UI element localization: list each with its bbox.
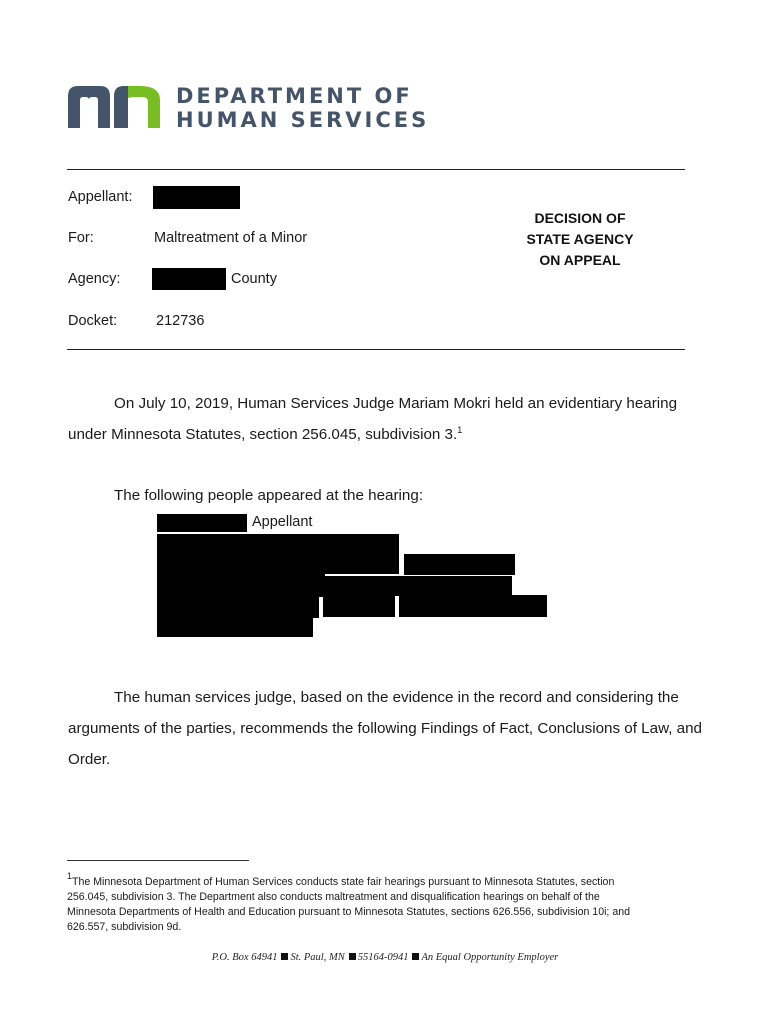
department-line-2: HUMAN SERVICES bbox=[176, 108, 430, 132]
recommendation-line-3: Order. bbox=[68, 751, 111, 768]
redaction-block-3 bbox=[404, 554, 515, 575]
footnote bbox=[67, 869, 707, 935]
decision-title bbox=[505, 208, 655, 271]
top-divider bbox=[67, 169, 685, 170]
decision-line-1: DECISION OF bbox=[534, 210, 626, 226]
square-bullet-icon bbox=[412, 953, 419, 960]
recommendation-line-1: The human services judge, based on the evidence in the record and considering the bbox=[114, 689, 679, 706]
footer-employer: An Equal Opportunity Employer bbox=[421, 952, 559, 963]
bottom-divider bbox=[67, 349, 685, 350]
footnote-line-2: 256.045, subdivision 3. The Department also conducts maltreatment and disqualification hearings on behalf of the bbox=[67, 891, 600, 903]
redaction-block-7 bbox=[323, 596, 395, 617]
footer-city: St. Paul, MN bbox=[290, 952, 345, 963]
for-value: Maltreatment of a Minor bbox=[154, 230, 308, 246]
footer-po-box: P.O. Box 64941 bbox=[211, 952, 278, 963]
department-line-1: DEPARTMENT OF bbox=[176, 84, 413, 108]
redaction-block-8 bbox=[399, 595, 547, 617]
agency-county: County bbox=[231, 271, 277, 287]
mn-logo-icon bbox=[68, 86, 160, 128]
footnote-line-3: Minnesota Departments of Health and Education pursuant to Minnesota Statutes, sections 626.556, subdivision 10i; and bbox=[67, 906, 630, 918]
appellant-entry: Appellant bbox=[252, 514, 313, 530]
redaction-block-9 bbox=[157, 617, 313, 637]
docket-label: Docket: bbox=[68, 313, 118, 329]
footnote-number: 1 bbox=[67, 871, 73, 881]
docket-number: 212736 bbox=[156, 313, 205, 329]
redaction-appellant bbox=[153, 186, 240, 209]
square-bullet-icon bbox=[281, 953, 288, 960]
agency-label: Agency: bbox=[68, 271, 121, 287]
redaction-block-4 bbox=[157, 575, 245, 597]
hearing-paragraph-line-1: On July 10, 2019, Human Services Judge Mariam Mokri held an evidentiary hearing bbox=[114, 395, 678, 412]
footnote-line-4: 626.557, subdivision 9d. bbox=[67, 921, 182, 933]
decision-line-3: ON APPEAL bbox=[539, 252, 621, 268]
redaction-block-5 bbox=[323, 576, 512, 596]
appellant-label: Appellant: bbox=[68, 189, 133, 205]
decision-line-2: STATE AGENCY bbox=[526, 231, 634, 247]
page-footer bbox=[0, 952, 770, 963]
footer-zip: 55164-0941 bbox=[357, 952, 409, 963]
hearing-paragraph-text: under Minnesota Statutes, section 256.045, subdivision 3. bbox=[68, 426, 458, 443]
redaction-appellant-name bbox=[157, 514, 247, 532]
recommendation-line-2: arguments of the parties, recommends the following Findings of Fact, Conclusions of Law, and bbox=[68, 720, 702, 737]
redaction-agency bbox=[152, 268, 226, 290]
appearances-intro: The following people appeared at the hearing: bbox=[114, 487, 424, 504]
footnote-ref[interactable]: 1 bbox=[457, 425, 463, 435]
department-name bbox=[176, 84, 429, 132]
redaction-block-6 bbox=[157, 596, 319, 618]
hearing-paragraph-line-2 bbox=[68, 425, 462, 443]
square-bullet-icon bbox=[349, 953, 356, 960]
footnote-text-1: The Minnesota Department of Human Services conducts state fair hearings pursuant to Minnesota Statutes, section bbox=[72, 876, 615, 888]
for-label: For: bbox=[68, 230, 94, 246]
footnote-divider bbox=[67, 860, 249, 861]
footnote-line-1 bbox=[67, 869, 707, 890]
